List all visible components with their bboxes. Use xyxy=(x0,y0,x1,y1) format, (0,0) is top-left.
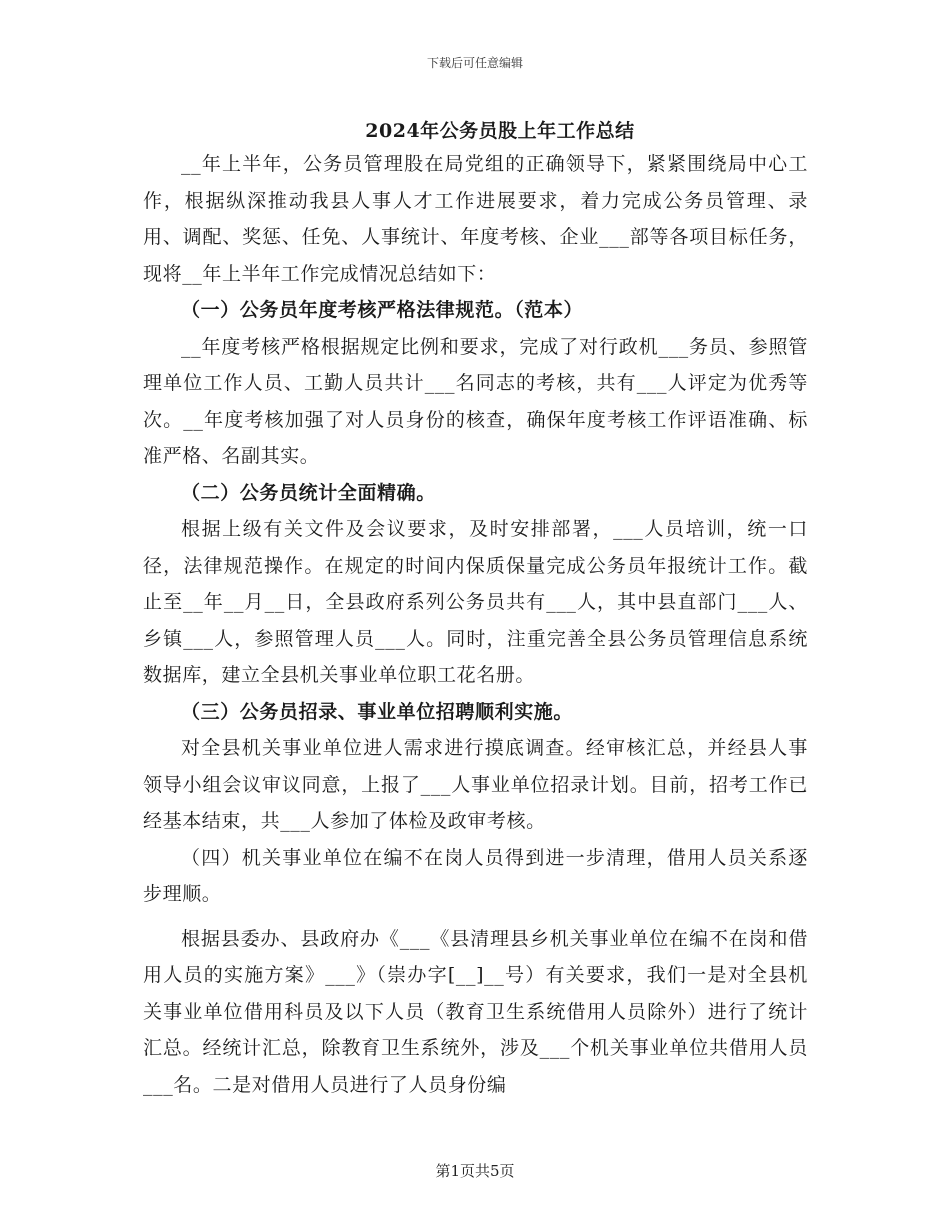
document-title: 2024年公务员股上年工作总结 xyxy=(365,120,635,142)
section-heading-3: （三）公务员招录、事业单位招聘顺利实施。 xyxy=(181,700,574,723)
paragraph-section-4: 根据县委办、县政府办《___《县清理县乡机关事业单位在编不在岗和借用人员的实施方案》___》（崇办字[__]__号）有关要求，我们一是对全县机关事业单位借用科员及以下人员（教育卫生系统借用人员除外）进行了统计汇总。经统计汇总，除教育卫生系统外，涉及___个机关事业单位共借用人员___名。二是对借用人员进行了人员身份编 xyxy=(143,927,808,1096)
section-heading-4: （四）机关事业单位在编不在岗人员得到进一步清理，借用人员关系逐步理顺。 xyxy=(143,846,808,905)
document-body xyxy=(143,146,808,1103)
paragraph-section-3: 对全县机关事业单位进人需求进行摸底调查。经审核汇总，并经县人事领导小组会议审议同意，上报了___人事业单位招录计划。目前，招考工作已经基本结束，共___人参加了体检及政审考核。 xyxy=(143,737,808,832)
paragraph-intro: __年上半年，公务员管理股在局党组的正确领导下，紧紧围绕局中心工作，根据纵深推动我县人事人才工作进展要求，着力完成公务员管理、录用、调配、奖惩、任免、人事统计、年度考核、企业___部等各项目标任务，现将__年上半年工作完成情况总结如下： xyxy=(143,153,808,285)
section-heading-1: （一）公务员年度考核严格法律规范。（范本） xyxy=(181,299,584,321)
section-heading-2: （二）公务员统计全面精确。 xyxy=(181,481,436,504)
page-footer: 第1页共5页 xyxy=(435,1162,515,1180)
paragraph-section-2: 根据上级有关文件及会议要求，及时安排部署，___人员培训，统一口径，法律规范操作。在规定的时间内保质保量完成公务员年报统计工作。截止至__年__月__日，全县政府系列公务员共有___人，其中县直部门___人、乡镇___人，参照管理人员___人。同时，注重完善全县公务员管理信息系统数据库，建立全县机关事业单位职工花名册。 xyxy=(143,518,808,686)
header-note: 下载后可任意编辑 xyxy=(426,56,523,70)
paragraph-section-1: __年度考核严格根据规定比例和要求，完成了对行政机___务员、参照管理单位工作人员、工勤人员共计___名同志的考核，共有___人评定为优秀等次。__年度考核加强了对人员身份的核查，确保年度考核工作评语准确、标准严格、名副其实。 xyxy=(143,335,808,467)
